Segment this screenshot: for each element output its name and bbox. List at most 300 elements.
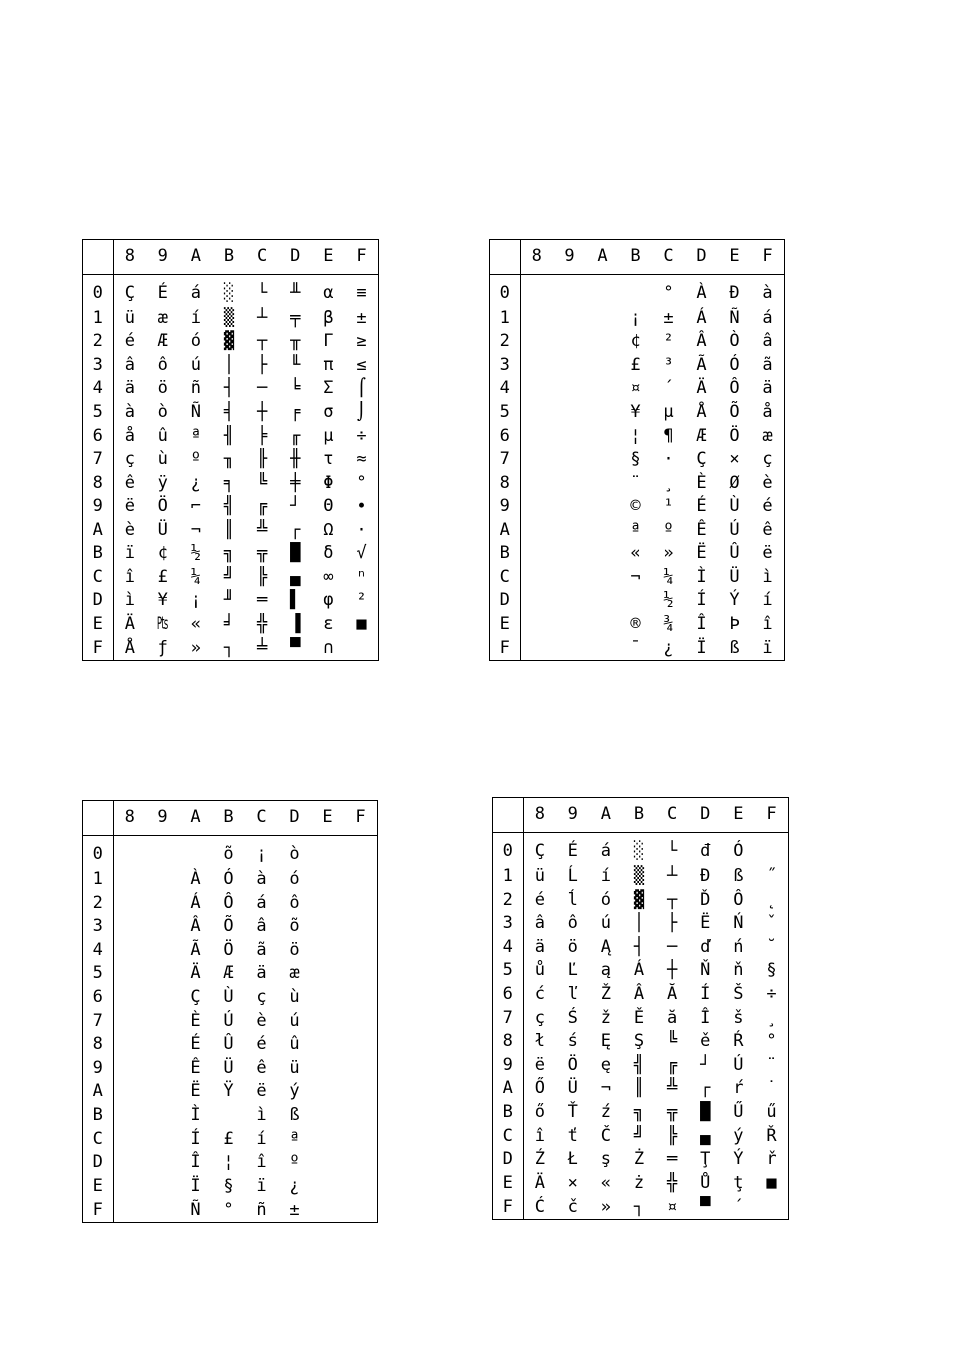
glyph-cell xyxy=(146,891,179,915)
row-header: 0 xyxy=(493,832,523,865)
glyph-cell xyxy=(553,495,586,519)
glyph-cell xyxy=(586,377,619,401)
table-row xyxy=(493,1030,788,1054)
glyph-cell: ê xyxy=(256,1057,267,1078)
glyph-cell: ® xyxy=(630,613,641,634)
corner-cell xyxy=(83,240,113,274)
glyph-cell: Ê xyxy=(190,1057,201,1078)
table-row xyxy=(490,613,784,637)
glyph-cell: è xyxy=(762,472,773,493)
glyph-cell: ┘ xyxy=(700,1054,711,1075)
glyph-cell xyxy=(553,424,586,448)
glyph-cell: « xyxy=(600,1172,611,1193)
glyph-cell: µ xyxy=(323,425,334,446)
glyph-cell: å xyxy=(762,402,773,423)
glyph-cell: ¡ xyxy=(630,307,641,328)
glyph-cell: ž xyxy=(600,1007,611,1028)
glyph-cell: ś xyxy=(567,1031,578,1052)
glyph-cell: ů xyxy=(534,960,545,981)
glyph-cell xyxy=(146,938,179,962)
glyph-cell: é xyxy=(256,1034,267,1055)
table-row xyxy=(490,471,784,495)
glyph-cell xyxy=(113,891,146,915)
glyph-cell xyxy=(311,1080,344,1104)
glyph-cell xyxy=(520,377,553,401)
glyph-cell xyxy=(345,636,378,660)
row-header: D xyxy=(490,589,520,613)
row-header: A xyxy=(83,1080,113,1104)
glyph-cell: ë xyxy=(762,543,773,564)
glyph-cell xyxy=(344,1080,377,1104)
glyph-cell: Õ xyxy=(729,402,740,423)
glyph-cell xyxy=(520,274,553,307)
glyph-cell xyxy=(113,1080,146,1104)
glyph-cell: Â xyxy=(633,983,645,1004)
glyph-cell: Ü xyxy=(223,1057,234,1078)
glyph-cell: º xyxy=(289,1152,300,1173)
row-header: 3 xyxy=(83,915,113,939)
glyph-cell: ó xyxy=(600,889,611,910)
glyph-cell: ┌ xyxy=(290,519,301,540)
table-row xyxy=(83,915,377,939)
glyph-cell: ù xyxy=(289,986,300,1007)
row-header: 9 xyxy=(493,1054,523,1078)
table-row xyxy=(83,401,378,425)
glyph-cell: α xyxy=(323,283,334,304)
glyph-cell xyxy=(344,1104,377,1128)
glyph-cell xyxy=(344,1127,377,1151)
corner-cell xyxy=(83,801,113,835)
glyph-cell: ¨ xyxy=(630,472,641,493)
glyph-cell: ∩ xyxy=(323,637,334,658)
glyph-cell xyxy=(311,986,344,1010)
glyph-cell: Ĺ xyxy=(567,865,578,886)
row-header: 5 xyxy=(83,962,113,986)
table-row xyxy=(83,1033,377,1057)
glyph-cell: ╪ xyxy=(290,472,301,493)
table-row xyxy=(83,1175,377,1199)
glyph-cell xyxy=(113,835,146,868)
glyph-cell: ó xyxy=(190,331,201,352)
glyph-cell: Ŕ xyxy=(733,1031,744,1052)
row-header: 7 xyxy=(490,448,520,472)
glyph-cell: └ xyxy=(256,283,268,304)
glyph-cell xyxy=(520,307,553,331)
glyph-cell: ü xyxy=(124,307,135,328)
glyph-cell: τ xyxy=(323,449,334,470)
glyph-cell: ≥ xyxy=(356,331,367,352)
glyph-cell: í xyxy=(190,307,201,328)
glyph-cell: ± xyxy=(356,307,367,328)
glyph-cell: µ xyxy=(663,402,674,423)
table-row xyxy=(83,1151,377,1175)
glyph-cell xyxy=(520,495,553,519)
glyph-cell: ╙ xyxy=(290,354,301,375)
character-grid xyxy=(83,801,377,1222)
glyph-cell: ▀ xyxy=(700,1196,711,1217)
glyph-cell: ù xyxy=(157,449,168,470)
glyph-cell: » xyxy=(600,1196,611,1217)
glyph-cell xyxy=(619,589,652,613)
glyph-cell xyxy=(755,832,788,865)
glyph-cell: Ă xyxy=(666,983,678,1004)
glyph-cell: Ź xyxy=(534,1149,545,1170)
glyph-cell: Æ xyxy=(696,425,707,446)
glyph-cell: õ xyxy=(289,916,300,937)
row-header: A xyxy=(493,1077,523,1101)
glyph-cell: ê xyxy=(124,472,135,493)
row-header: F xyxy=(83,1198,113,1222)
table-row xyxy=(83,613,378,637)
glyph-cell: ª xyxy=(630,519,641,540)
glyph-cell: î xyxy=(762,613,773,634)
glyph-cell: ░ xyxy=(223,283,235,304)
glyph-cell: Â xyxy=(696,331,707,352)
column-header: A xyxy=(586,240,619,274)
row-header: 2 xyxy=(493,888,523,912)
table-row xyxy=(83,1198,377,1222)
glyph-cell: ¬ xyxy=(190,519,201,540)
glyph-cell: Ä xyxy=(190,963,201,984)
glyph-cell: Ù xyxy=(729,496,740,517)
glyph-cell xyxy=(179,835,212,868)
glyph-cell: É xyxy=(567,841,578,862)
glyph-cell: ╜ xyxy=(223,590,235,611)
glyph-cell: σ xyxy=(323,402,334,423)
glyph-cell: æ xyxy=(157,307,168,328)
table-row xyxy=(83,891,377,915)
glyph-cell: Ï xyxy=(696,637,707,658)
glyph-cell: Ż xyxy=(633,1149,645,1170)
glyph-cell: ¢ xyxy=(157,543,168,564)
glyph-cell: Ö xyxy=(223,939,234,960)
glyph-cell xyxy=(520,354,553,378)
glyph-cell xyxy=(520,424,553,448)
glyph-cell: ╛ xyxy=(223,613,235,634)
glyph-cell: ╣ xyxy=(223,496,235,517)
glyph-cell: π xyxy=(323,354,334,375)
row-header: C xyxy=(83,1127,113,1151)
glyph-cell: ╢ xyxy=(223,425,235,446)
glyph-cell: ▌ xyxy=(290,590,301,611)
glyph-cell: ε xyxy=(323,613,334,634)
glyph-cell: ╠ xyxy=(256,566,268,587)
row-header: 9 xyxy=(83,495,113,519)
table-row xyxy=(83,835,377,868)
glyph-cell xyxy=(520,518,553,542)
glyph-cell: ⁿ xyxy=(356,566,367,587)
glyph-cell xyxy=(146,1127,179,1151)
row-header: B xyxy=(493,1101,523,1125)
glyph-cell: Ý xyxy=(733,1149,744,1170)
glyph-cell: Û xyxy=(223,1034,234,1055)
glyph-cell: ▓ xyxy=(223,331,235,352)
row-header: A xyxy=(490,518,520,542)
row-header: A xyxy=(83,518,113,542)
glyph-cell: ń xyxy=(733,936,744,957)
glyph-cell: å xyxy=(124,425,135,446)
glyph-cell xyxy=(520,636,553,660)
glyph-cell: ³ xyxy=(663,354,674,375)
glyph-cell: · xyxy=(356,519,367,540)
row-header: 0 xyxy=(490,274,520,307)
glyph-cell: § xyxy=(766,960,777,981)
glyph-cell xyxy=(311,938,344,962)
glyph-cell: Ë xyxy=(190,1081,201,1102)
column-header: 9 xyxy=(146,801,179,835)
glyph-cell: £ xyxy=(630,354,641,375)
glyph-cell: ╕ xyxy=(223,472,235,493)
glyph-cell: ¸ xyxy=(663,472,674,493)
glyph-cell: ä xyxy=(124,378,135,399)
row-header: D xyxy=(83,1151,113,1175)
glyph-cell: Í xyxy=(696,590,707,611)
glyph-cell xyxy=(586,636,619,660)
row-header: 4 xyxy=(83,938,113,962)
glyph-cell: Ã xyxy=(190,939,201,960)
glyph-cell: ˛ xyxy=(766,889,777,910)
glyph-cell: Æ xyxy=(157,331,168,352)
glyph-cell: ┘ xyxy=(290,496,301,517)
glyph-cell: ô xyxy=(567,913,578,934)
glyph-cell: Ä xyxy=(696,378,707,399)
glyph-cell: Â xyxy=(190,916,201,937)
character-grid xyxy=(490,240,784,660)
glyph-cell: ã xyxy=(256,939,267,960)
glyph-cell: â xyxy=(762,331,773,352)
glyph-cell: Ø xyxy=(729,472,740,493)
row-header: 8 xyxy=(83,471,113,495)
glyph-cell: Î xyxy=(190,1152,201,1173)
glyph-cell: ║ xyxy=(633,1078,645,1099)
glyph-cell: é xyxy=(534,889,545,910)
row-header: 1 xyxy=(83,868,113,892)
glyph-cell: Ş xyxy=(633,1031,645,1052)
glyph-cell: ¬ xyxy=(600,1078,611,1099)
glyph-cell: √ xyxy=(356,543,367,564)
glyph-cell xyxy=(344,938,377,962)
glyph-cell: ╔ xyxy=(666,1054,678,1075)
table-row xyxy=(490,377,784,401)
glyph-cell: ¥ xyxy=(630,402,641,423)
glyph-cell: ý xyxy=(733,1125,744,1146)
glyph-cell: ² xyxy=(356,590,367,611)
table-row xyxy=(490,589,784,613)
glyph-cell: Ő xyxy=(534,1078,545,1099)
row-header: 8 xyxy=(490,471,520,495)
row-header: 9 xyxy=(83,1057,113,1081)
glyph-cell: ę xyxy=(600,1054,611,1075)
glyph-cell: ─ xyxy=(666,936,678,957)
glyph-cell: é xyxy=(124,331,135,352)
glyph-cell: Ś xyxy=(567,1007,578,1028)
glyph-cell xyxy=(520,448,553,472)
column-header: A xyxy=(179,240,212,274)
glyph-cell: ╞ xyxy=(256,425,268,446)
table-row xyxy=(490,542,784,566)
glyph-cell xyxy=(553,274,586,307)
row-header: 1 xyxy=(83,307,113,331)
glyph-cell xyxy=(520,542,553,566)
glyph-cell: ¥ xyxy=(157,590,168,611)
glyph-cell xyxy=(311,1175,344,1199)
glyph-cell: î xyxy=(124,566,135,587)
glyph-cell: ┌ xyxy=(700,1078,711,1099)
glyph-cell: Î xyxy=(700,1007,711,1028)
glyph-cell: ╬ xyxy=(666,1172,678,1193)
glyph-cell xyxy=(553,636,586,660)
glyph-cell: Ł xyxy=(567,1149,578,1170)
glyph-cell: Č xyxy=(600,1125,611,1146)
glyph-cell xyxy=(113,1127,146,1151)
glyph-cell xyxy=(344,835,377,868)
glyph-cell: Σ xyxy=(323,378,334,399)
glyph-cell: ╘ xyxy=(290,378,301,399)
table-row xyxy=(83,354,378,378)
glyph-cell: ť xyxy=(567,1125,578,1146)
glyph-cell: ţ xyxy=(733,1172,744,1193)
glyph-cell: í xyxy=(600,865,611,886)
glyph-cell: Û xyxy=(729,543,740,564)
glyph-cell: Ë xyxy=(700,913,711,934)
glyph-cell: ² xyxy=(663,331,674,352)
glyph-cell: « xyxy=(630,543,641,564)
glyph-cell: × xyxy=(567,1172,578,1193)
glyph-cell xyxy=(113,938,146,962)
table-row xyxy=(493,1101,788,1125)
glyph-cell xyxy=(113,1009,146,1033)
glyph-cell xyxy=(113,1033,146,1057)
glyph-cell: ´ xyxy=(663,378,674,399)
glyph-cell: Å xyxy=(124,637,135,658)
table-row xyxy=(83,1127,377,1151)
glyph-cell: é xyxy=(762,496,773,517)
glyph-cell: á xyxy=(600,841,611,862)
glyph-cell: Ú xyxy=(223,1010,234,1031)
glyph-cell: Ň xyxy=(700,960,711,981)
glyph-cell: Ě xyxy=(633,1007,645,1028)
glyph-cell: ö xyxy=(157,378,168,399)
glyph-cell: Ű xyxy=(733,1102,744,1123)
glyph-cell: © xyxy=(630,496,641,517)
column-header: C xyxy=(246,240,279,274)
glyph-cell: ƒ xyxy=(157,637,168,658)
glyph-cell xyxy=(146,868,179,892)
row-header: F xyxy=(490,636,520,660)
glyph-cell: Ö xyxy=(729,425,740,446)
glyph-cell: ╤ xyxy=(290,307,301,328)
row-header: 3 xyxy=(490,354,520,378)
glyph-cell: ▐ xyxy=(290,613,301,634)
glyph-cell: Å xyxy=(696,402,707,423)
glyph-cell: î xyxy=(534,1125,545,1146)
glyph-cell xyxy=(586,401,619,425)
glyph-cell: ┼ xyxy=(256,402,268,423)
glyph-cell xyxy=(344,1009,377,1033)
glyph-cell: ▄ xyxy=(290,566,301,587)
table-row xyxy=(493,1148,788,1172)
row-header: B xyxy=(490,542,520,566)
glyph-cell: Φ xyxy=(323,472,334,493)
glyph-cell: ü xyxy=(534,865,545,886)
glyph-cell: ¿ xyxy=(289,1175,300,1196)
glyph-cell: Ú xyxy=(729,519,740,540)
row-header: 6 xyxy=(493,983,523,1007)
code-page-table-2 xyxy=(489,239,785,661)
glyph-cell xyxy=(311,868,344,892)
table-row xyxy=(493,888,788,912)
glyph-cell: ╚ xyxy=(666,1031,678,1052)
glyph-cell xyxy=(344,915,377,939)
glyph-cell: Ù xyxy=(223,986,234,1007)
glyph-cell xyxy=(146,1009,179,1033)
glyph-cell xyxy=(520,471,553,495)
glyph-cell: û xyxy=(289,1034,300,1055)
glyph-cell xyxy=(344,1151,377,1175)
glyph-cell: Ã xyxy=(696,354,707,375)
glyph-cell: ä xyxy=(762,378,773,399)
table-row xyxy=(83,448,378,472)
glyph-cell: ź xyxy=(600,1102,611,1123)
glyph-cell: Ï xyxy=(190,1175,201,1196)
glyph-cell xyxy=(146,1080,179,1104)
table-row xyxy=(83,1057,377,1081)
row-header: E xyxy=(490,613,520,637)
column-header: F xyxy=(344,801,377,835)
glyph-cell: ╝ xyxy=(223,566,235,587)
glyph-cell: δ xyxy=(323,543,334,564)
glyph-cell: Ç xyxy=(534,841,545,862)
row-header: 4 xyxy=(490,377,520,401)
glyph-cell: Ñ xyxy=(729,307,740,328)
row-header: 6 xyxy=(83,986,113,1010)
table-row xyxy=(490,566,784,590)
glyph-cell: ç xyxy=(124,449,135,470)
glyph-cell: Ž xyxy=(600,983,611,1004)
code-page-table-3 xyxy=(82,800,378,1223)
table-row xyxy=(83,986,377,1010)
glyph-cell: ╦ xyxy=(666,1102,678,1123)
glyph-cell xyxy=(553,401,586,425)
row-header: 6 xyxy=(490,424,520,448)
glyph-cell: » xyxy=(190,637,201,658)
glyph-cell: Ç xyxy=(190,986,201,1007)
glyph-cell: ¤ xyxy=(666,1196,678,1217)
glyph-cell: § xyxy=(630,449,641,470)
glyph-cell: Γ xyxy=(323,331,334,352)
glyph-cell: à xyxy=(762,283,773,304)
glyph-cell: Ć xyxy=(534,1196,545,1217)
row-header: 4 xyxy=(83,377,113,401)
glyph-cell xyxy=(553,542,586,566)
glyph-cell: █ xyxy=(290,543,301,564)
glyph-cell: ╚ xyxy=(256,472,268,493)
glyph-cell: ¶ xyxy=(663,425,674,446)
glyph-cell: ñ xyxy=(190,378,201,399)
glyph-cell: ç xyxy=(762,449,773,470)
glyph-cell: ▒ xyxy=(223,307,235,328)
column-header: D xyxy=(279,240,312,274)
glyph-cell: Á xyxy=(633,960,645,981)
glyph-cell xyxy=(553,471,586,495)
code-page-table-4 xyxy=(492,797,789,1220)
glyph-cell: ╧ xyxy=(256,637,268,658)
glyph-cell xyxy=(586,589,619,613)
glyph-cell xyxy=(344,891,377,915)
glyph-cell: Ü xyxy=(567,1078,578,1099)
glyph-cell xyxy=(344,1033,377,1057)
glyph-cell: £ xyxy=(223,1128,234,1149)
